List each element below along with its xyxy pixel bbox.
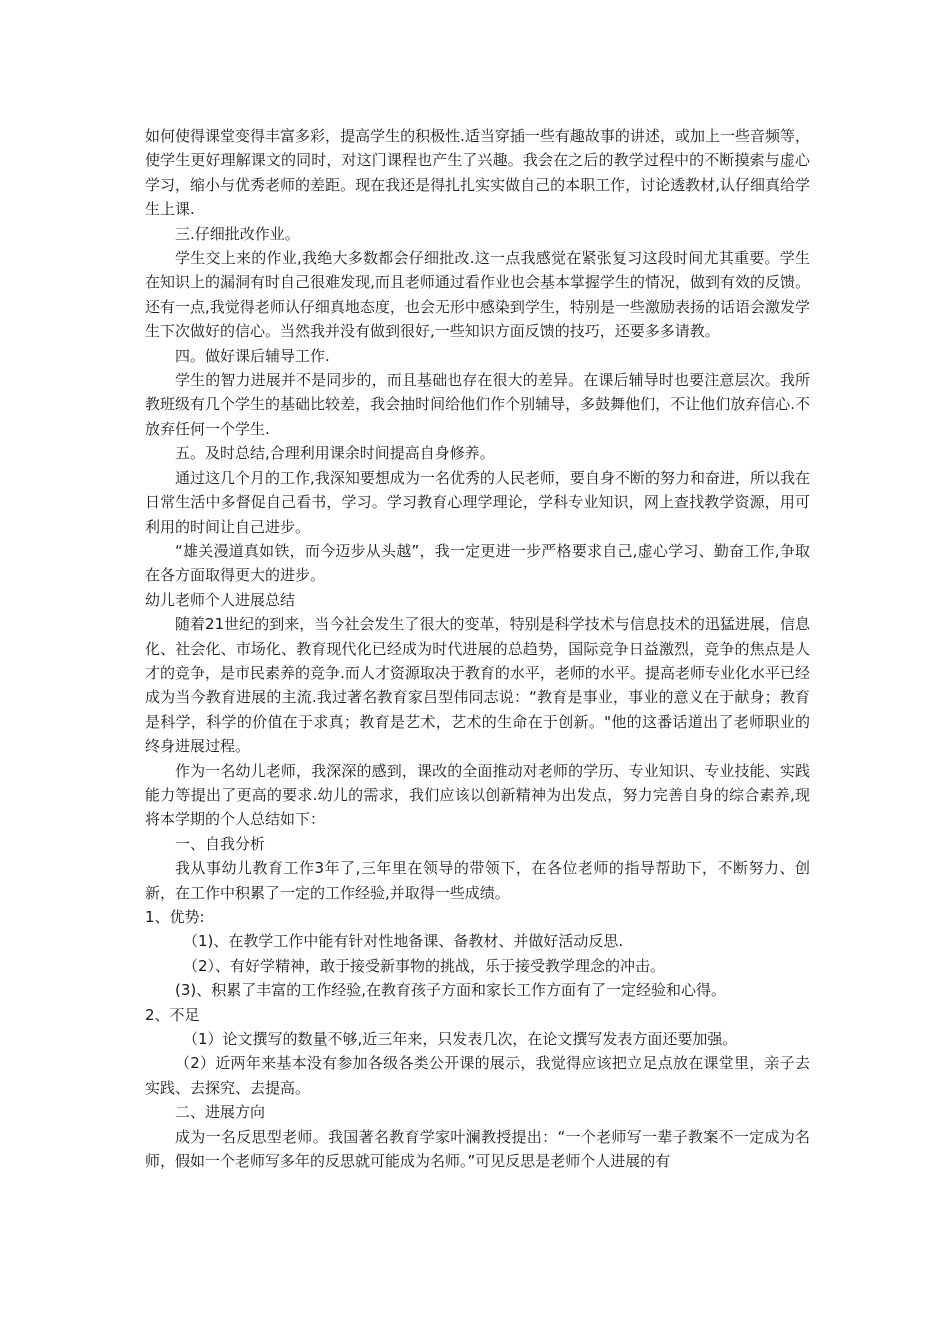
heading-strengths: 1、优势: bbox=[145, 908, 205, 926]
document-title: 幼儿老师个人进展总结 bbox=[145, 590, 296, 609]
heading-section-four: 四。做好课后辅导工作. bbox=[175, 346, 330, 365]
list-item-strength-1: （1)、在教学工作中能有针对性地备课、备教材、并做好活动反思. bbox=[183, 932, 624, 951]
list-item-weakness-2: （2）近两年来基本没有参加各级各类公开课的展示，我觉得应该把立足点放在课堂里，亲子去实践、去探究、去提高。 bbox=[145, 1054, 810, 1097]
paragraph-introduction: 随着21世纪的到来，当今社会发生了很大的变革，特别是科学技术与信息技术的迅猛进展，信息化、社会化、市场化、教育现代化已经成为时代进展的总趋势，国际竞争日益激烈，竞争的焦点是人才的竞争，是市民素养的竞争.而人才资源取决于教育的水平，老师的水平。提高老师专业化水平已经成为当今教育进展的主流.我过著名教育家吕型伟同志说：“教育是事业，事业的意义在于献身；教育是科学，科学的价值在于求真；教育是艺术，艺术的生命在于创新。"他的这番话道出了老师职业的终身进展过程。 bbox=[145, 615, 810, 756]
paragraph-homework: 学生交上来的作业,我绝大多数都会仔细批改.这一点我感觉在紧张复习这段时间尤其重要。学生在知识上的漏洞有时自己很难发现,而且老师通过看作业也会基本掌握学生的情况，做到有效的反馈。还有一点,我觉得老师认仔细真地态度，也会无形中感染到学生，特别是一些激励表扬的话语会激发学生下次做好的信心。当然我并没有做到很好,一些知识方面反馈的技巧，还要多多请教。 bbox=[145, 249, 810, 341]
paragraph-quote: “雄关漫道真如铁，而今迈步从头越”，我一定更进一步严格要求自己,虚心学习、勤奋工作,争取在各方面取得更大的进步。 bbox=[145, 541, 810, 585]
heading-development: 二、进展方向 bbox=[175, 1103, 266, 1122]
paragraph-reflection: 成为一名反思型老师。我国著名教育学家叶澜教授提出：“一个老师写一辈子教案不一定成为名师，假如一个老师写多年的反思就可能成为名师。”可见反思是老师个人进展的有 bbox=[145, 1127, 810, 1171]
paragraph-experience: 我从事幼儿教育工作3年了,三年里在领导的带领下，在各位老师的指导帮助下，不断努力、创新，在工作中积累了一定的工作经验,并取得一些成绩。 bbox=[145, 859, 810, 902]
heading-section-three: 三.仔细批改作业。 bbox=[175, 224, 300, 243]
paragraph-requirements: 作为一名幼儿老师，我深深的感到，课改的全面推动对老师的学历、专业知识、专业技能、实践能力等提出了更高的要求.幼儿的需求，我们应该以创新精神为出发点，努力完善自身的综合素养,现将本学期的个人总结如下： bbox=[145, 761, 810, 829]
heading-weaknesses: 2、不足 bbox=[145, 1005, 200, 1024]
paragraph-classroom: 如何使得课堂变得丰富多彩，提高学生的积极性.适当穿插一些有趣故事的讲述，或加上一些音频等，使学生更好理解课文的同时，对这门课程也产生了兴趣。我会在之后的教学过程中的不断摸索与虚心学习，缩小与优秀老师的差距。现在我还是得扎扎实实做自己的本职工作，讨论透教材,认仔细真给学生上课. bbox=[145, 127, 810, 219]
heading-section-five: 五。及时总结,合理利用课余时间提高自身修养。 bbox=[175, 444, 495, 463]
paragraph-self-improvement: 通过这几个月的工作,我深知要想成为一名优秀的人民老师，要自身不断的努力和奋进，所以我在日常生活中多督促自己看书，学习。学习教育心理学理论，学科专业知识，网上查找教学资源，用可利用的时间让自己进步。 bbox=[145, 468, 810, 536]
heading-self-analysis: 一、自我分析 bbox=[175, 834, 266, 853]
list-item-strength-3: (3)、积累了丰富的工作经验,在教育孩子方面和家长工作方面有了一定经验和心得。 bbox=[175, 981, 727, 1000]
paragraph-tutoring: 学生的智力进展并不是同步的，而且基础也存在很大的差异。在课后辅导时也要注意层次。我所教班级有几个学生的基础比较差，我会抽时间给他们作个别辅导，多鼓舞他们，不让他们放弃信心.不放弃任何一个学生. bbox=[145, 371, 810, 438]
list-item-weakness-1: （1）论文撰写的数量不够,近三年来，只发表几次，在论文撰写发表方面还要加强。 bbox=[183, 1030, 738, 1049]
list-item-strength-2: （2）、有好学精神，敢于接受新事物的挑战，乐于接受教学理念的冲击。 bbox=[183, 956, 666, 975]
document-body bbox=[145, 124, 810, 1173]
